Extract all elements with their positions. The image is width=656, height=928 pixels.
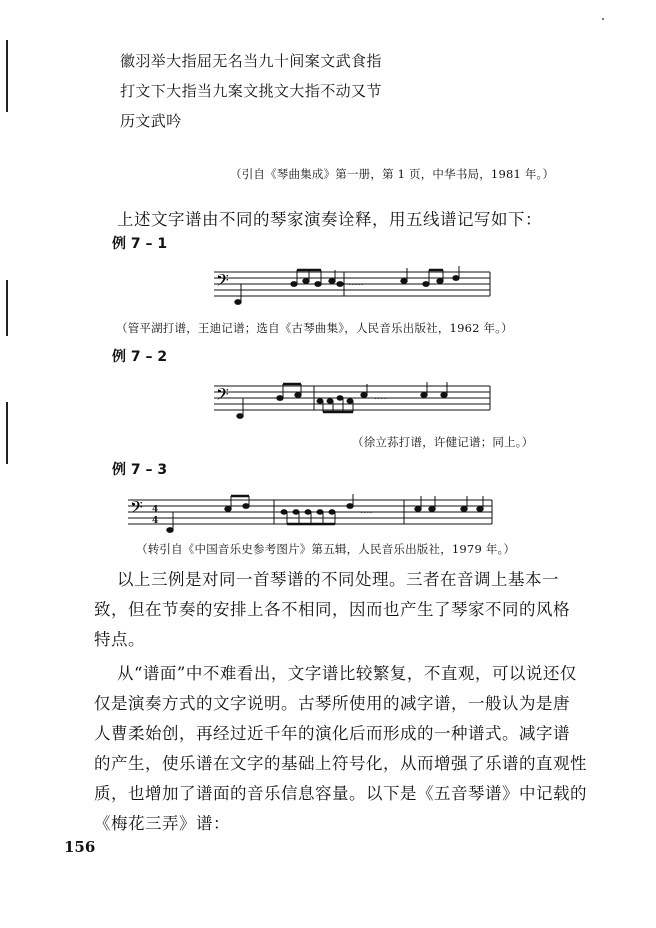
svg-text:4: 4 — [152, 505, 159, 515]
intro-sentence: 上述文字谱由不同的琴家演奏诠释，用五线谱记写如下： — [117, 210, 542, 229]
svg-text:𝄢: 𝄢 — [130, 497, 143, 521]
paragraph-2-line-4: 的产生，使乐谱在文字的基础上符号化，从而增强了乐谱的直观性 — [94, 754, 587, 773]
caption-example-1: （管平湖打谱，王迪记谱；选自《古琴曲集》，人民音乐出版社，1962 年。） — [116, 321, 513, 335]
poem-line-3: 历文武吟 — [120, 112, 182, 130]
paragraph-2-line-5: 质，也增加了谱面的音乐信息容量。以下是《五音琴谱》中记载的 — [94, 784, 587, 803]
svg-text:·····: ····· — [348, 280, 364, 291]
music-staff-example-1 — [214, 262, 494, 310]
paragraph-2-line-1: 从“谱面”中不难看出，文字谱比较繁复，不直观，可以说还仅 — [117, 664, 577, 683]
svg-text:𝄢: 𝄢 — [216, 270, 229, 294]
citation-main: （引自《琴曲集成》第一册，第 1 页，中华书局，1981 年。） — [230, 167, 555, 181]
paragraph-1-line-2: 致，但在节奏的安排上各不相同，因而也产生了琴家不同的风格 — [94, 600, 570, 619]
example-label-7-3: 例 7 – 3 — [112, 462, 168, 478]
paragraph-2-line-6: 《梅花三弄》谱： — [94, 814, 230, 833]
poem-line-1: 徽羽举大指屈无名当九十间案文武食指 — [120, 52, 382, 70]
svg-text:4: 4 — [152, 516, 159, 526]
paragraph-1-line-1: 以上三例是对同一首琴谱的不同处理。三者在音调上基本一 — [117, 570, 559, 589]
music-staff-example-2 — [214, 374, 494, 424]
margin-scan-line-lower — [6, 402, 8, 464]
page-number: 156 — [64, 838, 96, 856]
svg-text:····: ···· — [374, 394, 387, 405]
example-label-7-2: 例 7 – 2 — [112, 349, 168, 365]
paragraph-2-line-3: 人曹柔始创，再经过近千年的演化后而形成的一种谱式。减字谱 — [94, 724, 570, 743]
paragraph-1-line-3: 特点。 — [94, 630, 145, 649]
example-label-7-1: 例 7 – 1 — [112, 236, 168, 252]
music-staff-example-3 — [128, 490, 496, 540]
svg-text:𝄢: 𝄢 — [216, 384, 229, 408]
margin-scan-line-middle — [6, 280, 8, 336]
caption-example-3: （转引自《中国音乐史参考图片》第五辑，人民音乐出版社，1979 年。） — [136, 542, 516, 556]
caption-example-2: （徐立荪打谱，许健记谱；同上。） — [352, 435, 534, 449]
margin-scan-line-top — [6, 40, 8, 112]
scan-speck — [602, 18, 604, 20]
svg-text:····: ···· — [360, 508, 373, 519]
poem-line-2: 打文下大指当九案文挑文大指不动又节 — [120, 82, 382, 100]
paragraph-2-line-2: 仅是演奏方式的文字说明。古琴所使用的减字谱，一般认为是唐 — [94, 694, 570, 713]
